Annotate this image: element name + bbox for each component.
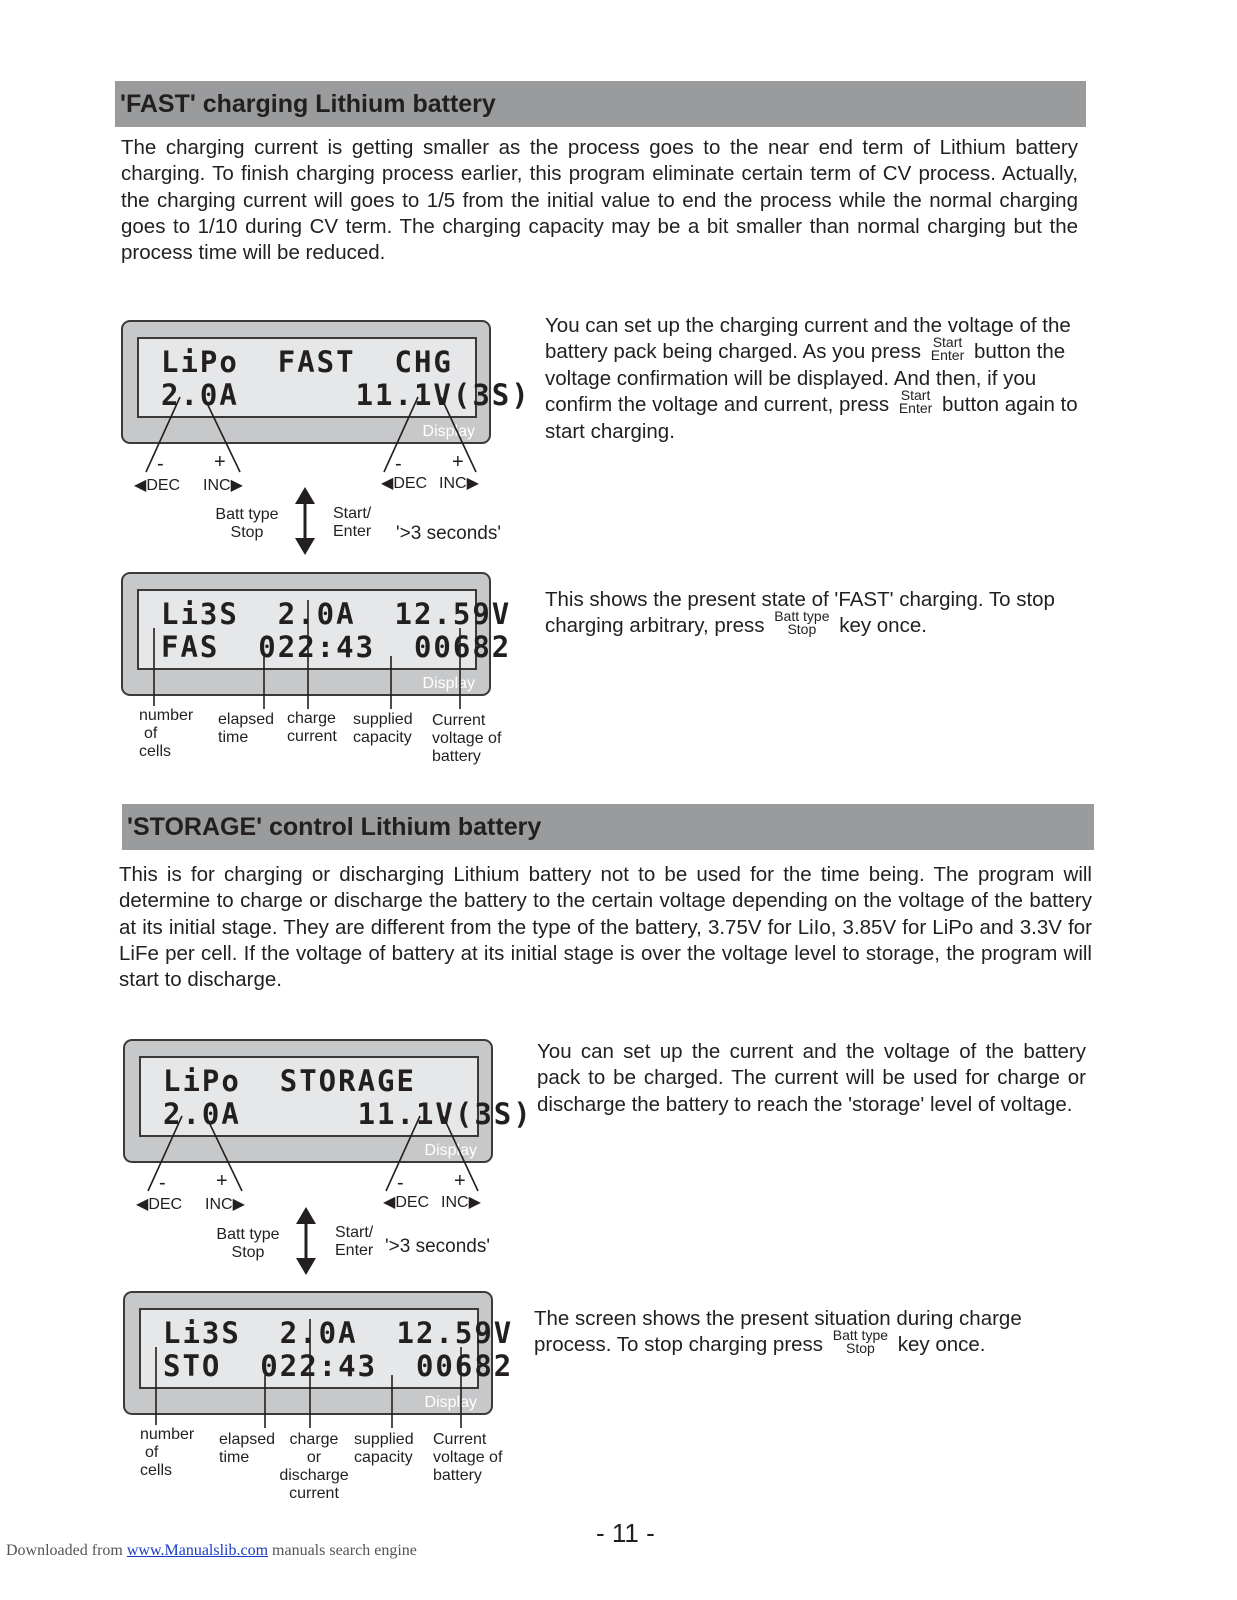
desc-text: The screen shows the present situation during charge process. To stop charging press [534,1307,1022,1357]
inc-plus-sign: + [214,451,226,473]
dec-minus-sign: - [395,453,402,475]
key-top: Start [900,386,931,403]
key-top: Start [932,333,963,350]
pointer-line [146,397,180,472]
caption-line: voltage of [433,1449,503,1466]
caption-line: capacity [353,729,412,746]
caption-line: or [306,1449,322,1466]
lcd-line-2: FAS 022:43 00682 [161,630,512,664]
three-seconds-note: '>3 seconds' [396,523,501,544]
desc-text: key once. [897,1333,986,1357]
section-header-storage: 'STORAGE' control Lithium battery [122,804,1094,850]
caption-line: number [140,1426,195,1443]
lcd-line-1: LiPo STORAGE [163,1064,416,1098]
lcd-line-2: STO 022:43 00682 [163,1349,514,1383]
stop-label: Stop [230,524,264,541]
inc-plus-sign: + [216,1170,228,1192]
pointer-line [204,397,240,472]
caption-line: voltage of [432,730,502,747]
inc-label: INC [441,1194,469,1211]
batt-type-label: Batt type [215,506,279,523]
caption-line: battery [432,748,481,765]
batt-type-label: Batt type [216,1226,280,1243]
key-bottom: Enter [930,346,965,363]
left-triangle-icon: ◀ [381,475,394,492]
right-triangle-icon: ▶ [466,475,479,492]
dec-label: DEC [148,1196,183,1213]
lcd-line-2: 2.0A 11.1V(3S) [163,1097,533,1131]
footer-text: manuals search engine [268,1542,417,1559]
pointer-line [443,1116,478,1191]
footer-source [6,1542,417,1560]
pointer-line [148,1116,182,1191]
caption-line: current [289,1485,339,1502]
arrow-up-icon [295,487,315,504]
caption-line: of [145,1444,159,1461]
dec-minus-sign: - [397,1172,404,1194]
caption-line: cells [139,743,172,760]
lcd-display-label: Display [422,675,475,692]
desc-text: key once. [839,614,927,638]
start-label: Start/ [333,505,372,522]
caption-line: of [144,725,158,742]
lcd-display-label: Display [422,423,475,440]
pointer-line [441,397,476,472]
key-bottom: Stop [845,1339,875,1356]
desc-text: button again to start charging. [545,393,1078,443]
start-label: Start/ [335,1224,374,1241]
caption-line: current [287,728,337,745]
left-triangle-icon: ◀ [136,1196,149,1213]
arrow-down-icon [296,1258,316,1275]
dec-label: DEC [393,475,428,492]
key-bottom: Stop [787,620,817,637]
arrow-up-icon [296,1207,316,1224]
lcd-line-1: LiPo FAST CHG [161,345,453,379]
dec-label: DEC [395,1194,430,1211]
caption-line: time [218,729,249,746]
caption-line: elapsed [218,711,275,728]
enter-label: Enter [333,523,372,540]
dec-minus-sign: - [157,453,164,475]
enter-label: Enter [335,1242,374,1259]
manualslib-link[interactable]: www.Manualslib.com [126,1542,269,1559]
stop-label: Stop [231,1244,265,1261]
inc-label: INC [205,1196,233,1213]
pointer-line [386,1116,420,1191]
key-top: Batt type [774,607,830,624]
arrow-down-icon [295,538,315,555]
right-triangle-icon: ▶ [230,477,243,494]
caption-line: Current [433,1431,487,1448]
inc-label: INC [439,475,467,492]
inc-plus-sign: + [454,1170,466,1192]
caption-line: discharge [279,1467,349,1484]
three-seconds-note: '>3 seconds' [385,1236,490,1257]
lcd-line-1: Li3S 2.0A 12.59V [163,1316,514,1350]
caption-line: capacity [354,1449,413,1466]
lcd-line-2: 2.0A 11.1V(3S) [161,378,531,412]
desc-text: You can set up the charging current and the voltage of the battery pack being charged. As you press [545,314,1071,364]
desc-text: This shows the present state of 'FAST' charging. To stop charging arbitrary, press [545,588,1055,638]
caption-line: battery [433,1467,482,1484]
caption-line: number [139,707,194,724]
lcd-display-label: Display [424,1394,477,1411]
pointer-line [206,1116,242,1191]
lcd-line-1: Li3S 2.0A 12.59V [161,597,512,631]
caption-line: charge [287,710,336,727]
storage-intro-paragraph: This is for charging or discharging Lithium battery not to be used for the time being. The program will determine to charge or discharge the battery to the certain voltage depending on the voltage of the battery at its initial stage. They are different from the type of the battery, 3.75V for LiIo, 3.85V for LiPo and 3.3V for LiFe per cell. If the voltage of battery at its initial stage is over the voltage level to storage, the program will start to discharge. [119,863,1092,992]
caption-line: cells [140,1462,173,1479]
dec-minus-sign: - [159,1172,166,1194]
caption-line: elapsed [219,1431,276,1448]
footer-text: Downloaded from [6,1542,127,1559]
right-triangle-icon: ▶ [468,1194,481,1211]
right-triangle-icon: ▶ [232,1196,245,1213]
caption-line: charge [289,1431,339,1448]
caption-line: supplied [354,1431,414,1448]
lcd-display-label: Display [424,1142,477,1159]
caption-line: supplied [353,711,413,728]
page-number: - 11 - [596,1518,655,1548]
inc-plus-sign: + [452,451,464,473]
left-triangle-icon: ◀ [134,477,147,494]
dec-label: DEC [146,477,181,494]
pointer-line [384,397,418,472]
key-top: Batt type [832,1326,889,1343]
fast-intro-paragraph: The charging current is getting smaller as the process goes to the near end term of Lithium battery charging. To finish charging process earlier, this program eliminate certain term of CV process. Actually, the charging current will goes to 1/5 from the initial value to end the process while the normal charging goes to 1/10 during CV term. The charging capacity may be a bit smaller than normal charging but the process time will be reduced. [121,136,1078,265]
caption-line: Current [432,712,486,729]
section-header-fast: 'FAST' charging Lithium battery [115,81,1086,127]
left-triangle-icon: ◀ [383,1194,396,1211]
inc-label: INC [203,477,231,494]
desc-text: button the voltage confirmation will be displayed. And then, if you confirm the voltage and current, press [545,340,1066,417]
key-bottom: Enter [898,399,933,416]
caption-line: time [219,1449,250,1466]
storage-setup-description: You can set up the current and the voltage of the battery pack to be charged. The current will be used for charge or discharge the battery to reach the 'storage' level of voltage. [537,1040,1086,1116]
